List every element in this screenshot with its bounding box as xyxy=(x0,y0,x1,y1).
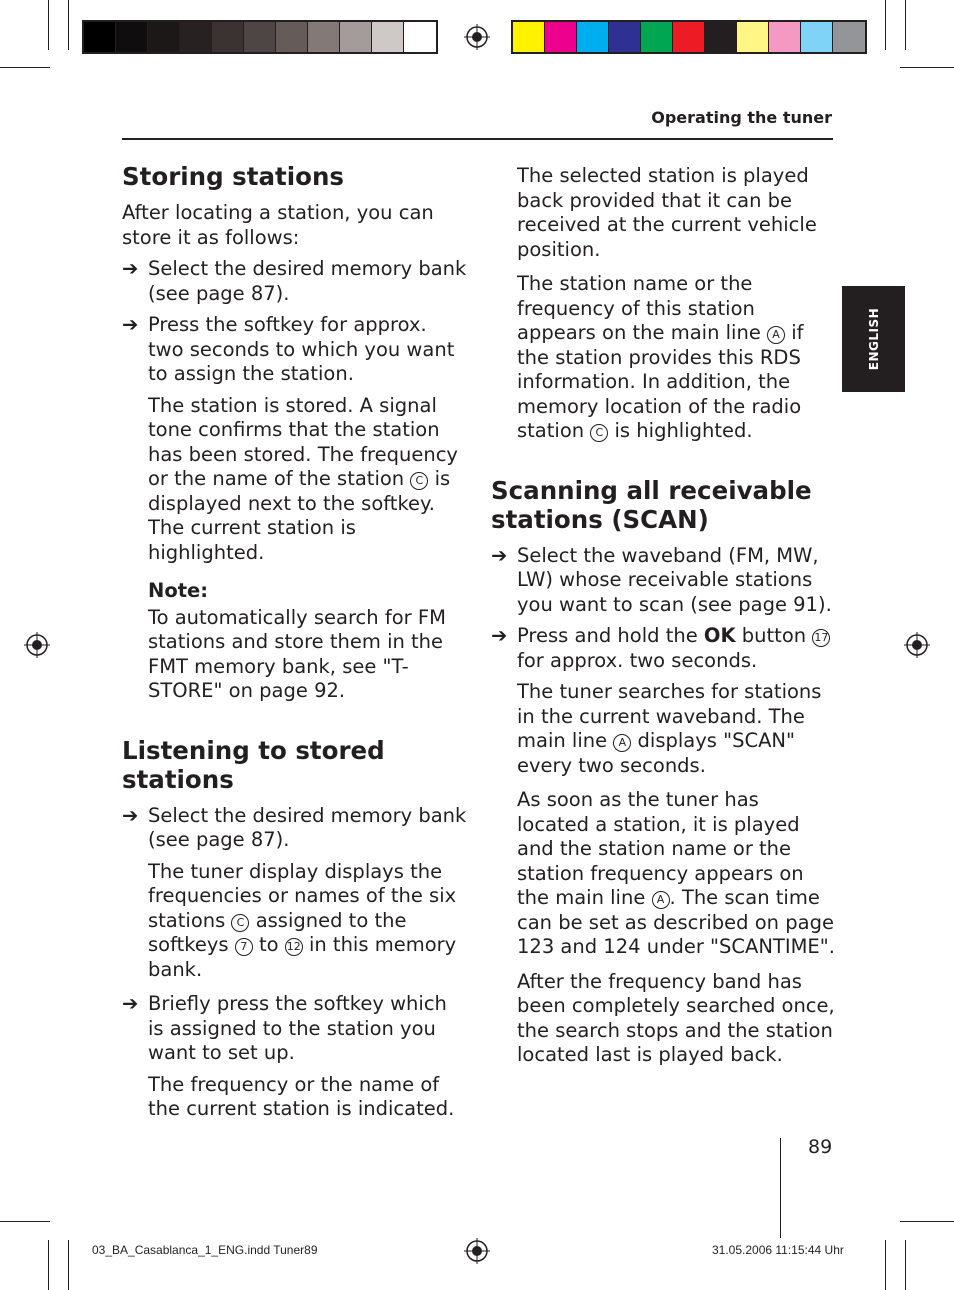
crop-mark xyxy=(48,1240,49,1290)
registration-mark-icon xyxy=(904,632,930,658)
callout-c-icon: C xyxy=(590,424,608,442)
color-swatch xyxy=(545,22,577,52)
registration-mark-icon xyxy=(464,24,490,50)
callout-c-icon: C xyxy=(231,914,249,932)
color-swatch xyxy=(705,22,737,52)
instruction-step xyxy=(491,544,836,618)
station-name-text: The station name or the frequency of this station appears on the main line A if the station provides this RDS information. In addition, the memory location of the radio station C is highlighted. xyxy=(517,272,804,442)
color-swatch xyxy=(737,22,769,52)
step-text: Select the desired memory bank (see page 87). xyxy=(148,803,467,851)
crop-mark xyxy=(68,1240,69,1290)
gray-swatch xyxy=(372,22,404,52)
gray-swatch xyxy=(116,22,148,52)
instruction-step xyxy=(122,992,467,1066)
arrow-icon: ➔ xyxy=(491,543,508,567)
result-text: The frequency or the name of the current station is indicated. xyxy=(148,1072,455,1120)
page-number: 89 xyxy=(808,1136,833,1158)
heading-storing-stations: Storing stations xyxy=(122,162,344,191)
footer-file-info: 03_BA_Casablanca_1_ENG.indd Tuner89 xyxy=(92,1243,318,1257)
gray-swatch xyxy=(308,22,340,52)
ok-key-label: OK xyxy=(703,624,736,647)
heading-scanning-stations: Scanning all receivable stations (SCAN) xyxy=(491,475,812,534)
crop-mark xyxy=(68,0,69,50)
crop-mark xyxy=(0,1221,50,1222)
result-text: The tuner display displays the frequencies or names of the six stations C assigned to the softkeys 7 to 12 in this memory bank. xyxy=(148,859,457,981)
header-rule xyxy=(122,138,833,140)
crop-mark xyxy=(0,67,50,68)
note-text: To automatically search for FM stations and store them in the FMT memory bank, see "T-STORE" on page 92. xyxy=(148,605,446,702)
color-swatch xyxy=(513,22,545,52)
step-text: Select the desired memory bank (see page 87). xyxy=(148,257,467,305)
arrow-icon: ➔ xyxy=(122,992,139,1015)
color-swatch xyxy=(673,22,705,52)
result-text: The tuner searches for stations in the current waveband. The main line A displays "SCAN" every two seconds. xyxy=(517,680,822,777)
color-swatch xyxy=(609,22,641,52)
heading-listening-stored: Listening to stored stations xyxy=(122,735,385,794)
running-header: Operating the tuner xyxy=(651,108,832,127)
arrow-icon: ➔ xyxy=(122,313,139,336)
gray-swatch xyxy=(84,22,116,52)
language-tab xyxy=(842,286,905,392)
result-text: As soon as the tuner has located a station, it is played and the station name or the station frequency appears on the main line A . The scan time can be set as described on page 123 and 124 under "SCANTIME". xyxy=(517,788,835,958)
color-swatch xyxy=(833,22,865,52)
language-tab-label: ENGLISH xyxy=(866,307,881,371)
played-text: The selected station is played back provided that it can be received at the current vehicle position. xyxy=(517,164,817,261)
crop-mark xyxy=(905,1240,906,1290)
result-text: After the frequency band has been completely searched once, the search stops and the station located last is played back. xyxy=(517,969,835,1066)
grayscale-color-bar xyxy=(82,20,438,54)
crop-mark xyxy=(900,1221,954,1222)
gray-swatch xyxy=(244,22,276,52)
callout-17-icon: 17 xyxy=(812,629,830,647)
gray-swatch xyxy=(212,22,244,52)
crop-mark xyxy=(885,1240,886,1290)
step-text: Briefly press the softkey which is assigned to the station you want to set up. xyxy=(148,992,447,1064)
arrow-icon: ➔ xyxy=(122,803,139,827)
arrow-icon: ➔ xyxy=(491,624,508,647)
registration-mark-icon xyxy=(464,1238,490,1264)
gray-swatch xyxy=(404,22,436,52)
gray-swatch xyxy=(148,22,180,52)
instruction-step xyxy=(122,257,467,306)
step-text: Select the waveband (FM, MW, LW) whose receivable stations you want to scan (see page 91). xyxy=(517,543,832,616)
registration-mark-icon xyxy=(24,632,50,658)
callout-c-icon: C xyxy=(410,472,428,490)
callout-7-icon: 7 xyxy=(235,938,253,956)
result-text: The station is stored. A signal tone confirms that the station has been stored. The frequency or the name of the station C is displayed next to the softkey. The current station is highlighted. xyxy=(148,393,458,564)
color-swatch xyxy=(577,22,609,52)
crop-mark xyxy=(48,0,49,50)
footer-timestamp: 31.05.2006 11:15:44 Uhr xyxy=(712,1243,844,1257)
step-text: Press the softkey for approx. two seconds to which you want to assign the station. xyxy=(148,313,455,385)
gray-swatch xyxy=(276,22,308,52)
left-column xyxy=(122,162,467,1132)
color-swatch xyxy=(801,22,833,52)
instruction-step xyxy=(122,313,467,387)
page-number-rule xyxy=(780,1138,781,1238)
callout-12-icon: 12 xyxy=(285,938,303,956)
gray-swatch xyxy=(340,22,372,52)
instruction-step xyxy=(122,804,467,853)
right-column xyxy=(491,164,836,1078)
instruction-step: ➔ Press and hold the OK button 17 for approx. two seconds. xyxy=(491,624,829,672)
color-swatch xyxy=(641,22,673,52)
callout-a-icon: A xyxy=(613,734,631,752)
process-color-bar xyxy=(511,20,867,54)
note-label: Note: xyxy=(148,579,209,602)
arrow-icon: ➔ xyxy=(122,257,139,280)
crop-mark xyxy=(885,0,886,50)
gray-swatch xyxy=(180,22,212,52)
callout-a-icon: A xyxy=(652,891,670,909)
callout-a-icon: A xyxy=(767,326,785,344)
color-swatch xyxy=(769,22,801,52)
crop-mark xyxy=(905,0,906,50)
storing-intro: After locating a station, you can store it as follows: xyxy=(122,201,434,249)
crop-mark xyxy=(900,67,954,68)
